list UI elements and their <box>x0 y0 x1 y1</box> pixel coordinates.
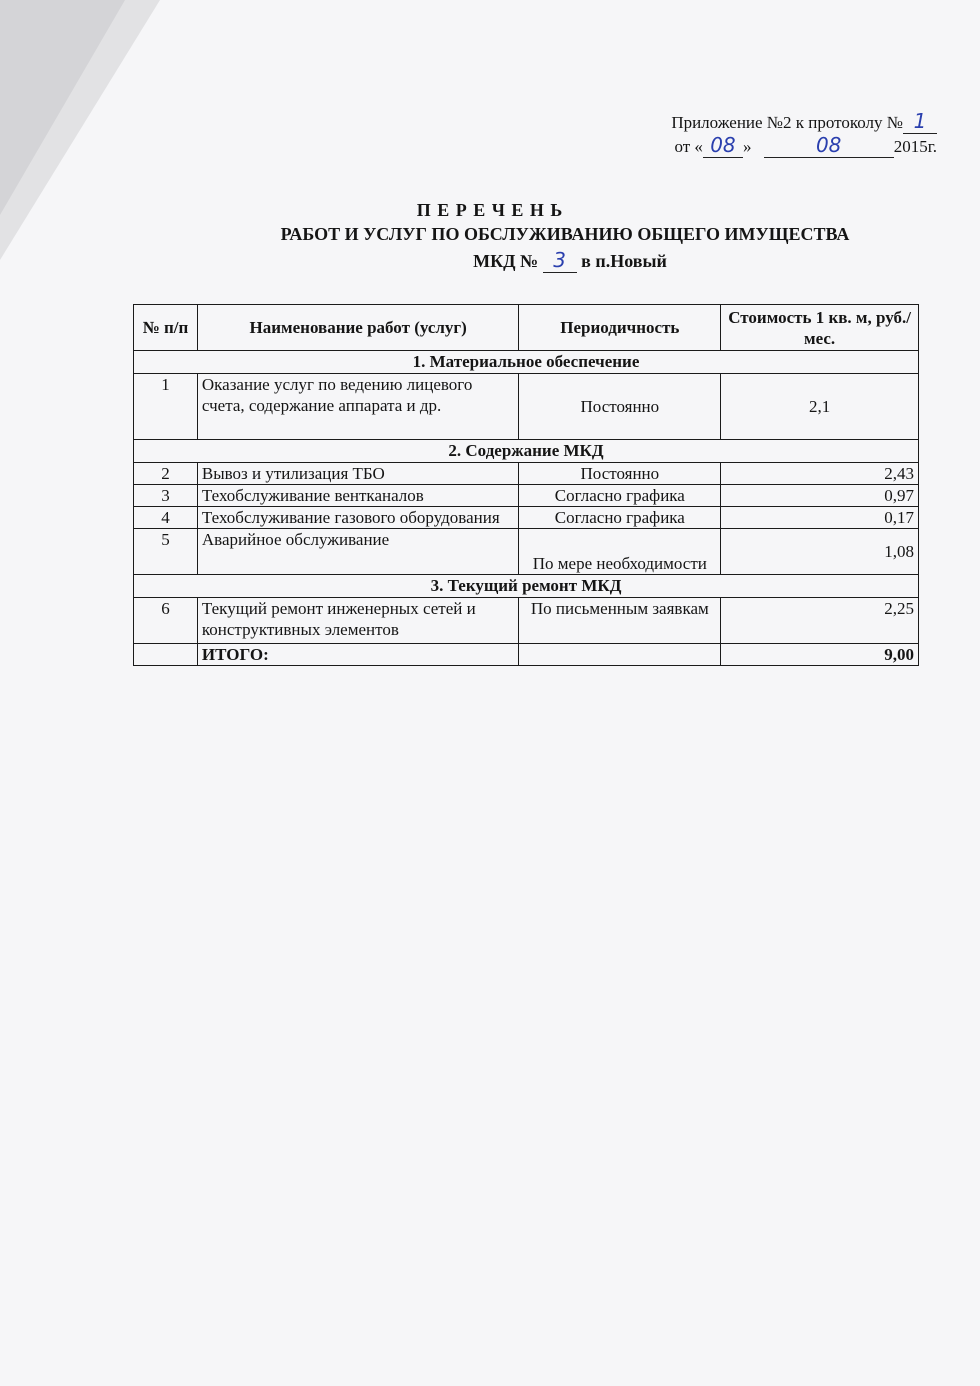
mkd-line <box>0 248 980 273</box>
mkd-suffix: в п.Новый <box>581 251 667 271</box>
row-name: Оказание услуг по ведению лицевого счета, содержание аппарата и др. <box>197 374 519 440</box>
row-number: 1 <box>134 374 198 440</box>
row-period: По письменным заявкам <box>519 598 721 644</box>
total-period-cell <box>519 644 721 666</box>
mkd-prefix: МКД № <box>473 251 539 271</box>
total-row <box>134 644 919 666</box>
row-name: Техобслуживание вентканалов <box>197 485 519 507</box>
total-value: 9,00 <box>721 644 919 666</box>
table-row <box>134 485 919 507</box>
row-number: 4 <box>134 507 198 529</box>
document-title: П Е Р Е Ч Е Н Ь <box>416 200 564 220</box>
total-label: ИТОГО: <box>197 644 519 666</box>
row-name: Техобслуживание газового оборудования <box>197 507 519 529</box>
row-period: Согласно графика <box>519 485 721 507</box>
row-cost: 2,43 <box>721 463 919 485</box>
table-row <box>134 507 919 529</box>
date-prefix: от « <box>674 137 703 156</box>
date-mid: » <box>742 137 752 156</box>
folded-corner-shadow <box>0 0 125 215</box>
section-row <box>134 440 919 463</box>
row-cost: 1,08 <box>721 529 919 575</box>
row-cost: 0,97 <box>721 485 919 507</box>
section-title: 2. Содержание МКД <box>134 440 919 463</box>
row-period: Постоянно <box>519 374 721 440</box>
row-name: Аварийное обслуживание <box>197 529 519 575</box>
row-cost: 0,17 <box>721 507 919 529</box>
section-row <box>134 575 919 598</box>
row-number: 6 <box>134 598 198 644</box>
table-row <box>134 374 919 440</box>
section-row <box>134 351 919 374</box>
document-subtitle: РАБОТ И УСЛУГ ПО ОБСЛУЖИВАНИЮ ОБЩЕГО ИМУЩЕСТВА <box>280 224 850 244</box>
table-row <box>134 529 919 575</box>
row-number: 2 <box>134 463 198 485</box>
protocol-number: 1 <box>903 110 937 134</box>
row-number: 3 <box>134 485 198 507</box>
attachment-line <box>671 110 937 134</box>
total-empty-cell <box>134 644 198 666</box>
row-number: 5 <box>134 529 198 575</box>
row-period: Согласно графика <box>519 507 721 529</box>
column-header: Периодичность <box>519 305 721 351</box>
date-line <box>671 134 937 158</box>
row-name: Вывоз и утилизация ТБО <box>197 463 519 485</box>
services-table <box>133 304 919 666</box>
row-cost: 2,1 <box>721 374 919 440</box>
attachment-prefix: Приложение №2 к протоколу № <box>671 113 903 132</box>
table-header-row <box>134 305 919 351</box>
attachment-reference <box>671 110 937 158</box>
section-title: 3. Текущий ремонт МКД <box>134 575 919 598</box>
date-month: 08 <box>764 134 894 158</box>
mkd-number: 3 <box>543 248 577 273</box>
column-header: № п/п <box>134 305 198 351</box>
row-cost: 2,25 <box>721 598 919 644</box>
section-title: 1. Материальное обеспечение <box>134 351 919 374</box>
row-period: Постоянно <box>519 463 721 485</box>
table-row <box>134 598 919 644</box>
date-year: 2015г. <box>893 137 937 156</box>
table-row <box>134 463 919 485</box>
column-header: Стоимость 1 кв. м, руб./мес. <box>721 305 919 351</box>
row-name: Текущий ремонт инженерных сетей и конструктивных элементов <box>197 598 519 644</box>
date-day: 08 <box>703 134 743 158</box>
row-period: По мере необходимости <box>519 529 721 575</box>
column-header: Наименование работ (услуг) <box>197 305 519 351</box>
